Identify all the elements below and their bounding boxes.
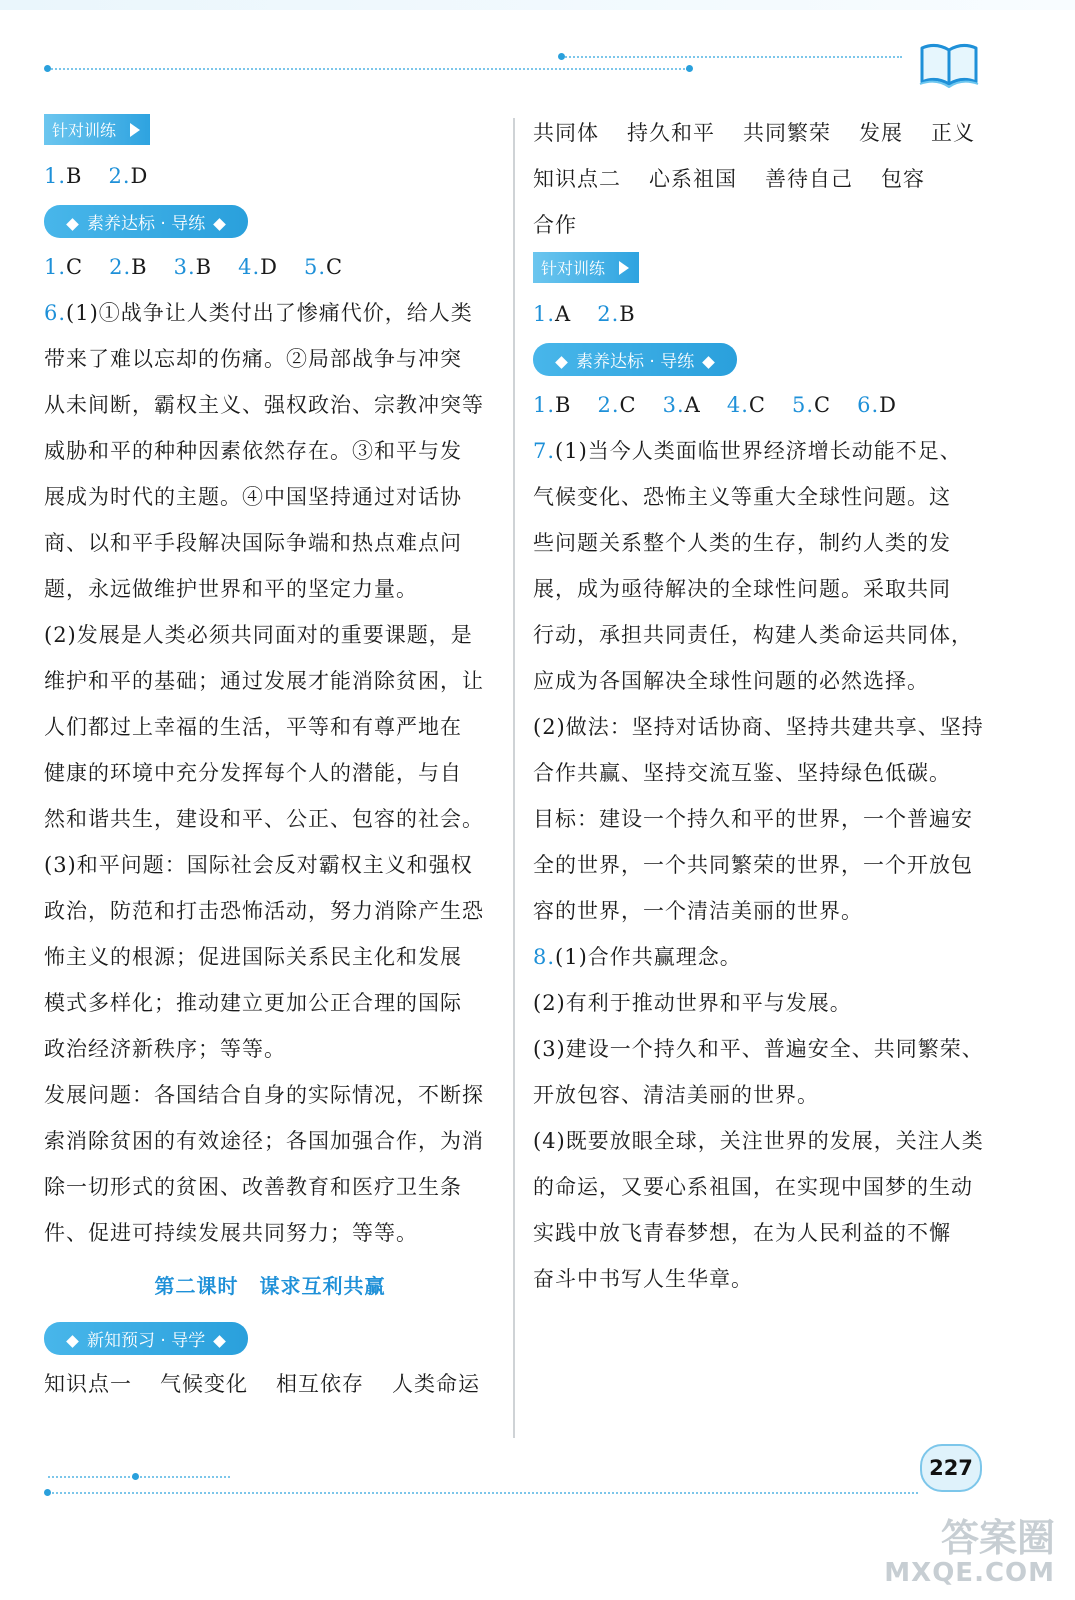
answer-number: 1. xyxy=(44,255,67,279)
answer-value: A xyxy=(684,393,701,417)
text-line xyxy=(44,1026,496,1072)
answer-number: 2. xyxy=(108,164,131,188)
answer-value: B xyxy=(555,393,572,417)
line-text: 目标：建设一个持久和平的世界，一个普遍安 xyxy=(533,807,973,831)
answer-value: B xyxy=(131,255,148,279)
line-text: 商、以和平手段解决国际争端和热点难点问 xyxy=(44,531,462,555)
line-text: 威胁和平的种种因素依然存在。③和平与发 xyxy=(44,439,462,463)
text-line xyxy=(44,980,496,1026)
text-line xyxy=(533,612,988,658)
answer-item xyxy=(109,244,147,290)
text-line xyxy=(44,1210,496,1256)
keyword: 发展 xyxy=(859,121,903,145)
knowledge-row xyxy=(533,156,988,202)
question-number: 8. xyxy=(533,945,556,969)
text-line xyxy=(533,750,988,796)
line-text: 除一切形式的贫困、改善教育和医疗卫生条 xyxy=(44,1175,462,1199)
answer-row xyxy=(533,291,988,337)
line-text: 展，成为亟待解决的全球性问题。采取共同 xyxy=(533,577,951,601)
answer-value: B xyxy=(619,302,636,326)
line-text: (4)既要放眼全球，关注世界的发展，关注人类 xyxy=(533,1129,984,1153)
keyword: 共同体 xyxy=(533,121,599,145)
footer-dotline xyxy=(48,1492,918,1494)
text-line xyxy=(44,796,496,842)
left-column xyxy=(44,110,496,1407)
answer-item xyxy=(44,153,82,199)
page-number: 227 xyxy=(920,1444,982,1492)
header-dotline-right xyxy=(562,56,902,58)
text-line xyxy=(533,1026,988,1072)
answer-value: C xyxy=(748,393,766,417)
text-line xyxy=(44,1118,496,1164)
text-line xyxy=(44,888,496,934)
answer-value: A xyxy=(555,302,572,326)
watermark-line1: 答案圈 xyxy=(940,1515,1055,1560)
column-divider xyxy=(513,118,515,1438)
line-text: 些问题关系整个人类的生存，制约人类的发 xyxy=(533,531,951,555)
keyword: 心系祖国 xyxy=(649,167,737,191)
answer-value: C xyxy=(814,393,832,417)
text-line xyxy=(533,888,988,934)
line-text: 全的世界，一个共同繁荣的世界，一个开放包 xyxy=(533,853,973,877)
text-line xyxy=(533,842,988,888)
answer-value: C xyxy=(326,255,344,279)
section-tag: 针对训练 xyxy=(44,114,150,145)
text-line xyxy=(533,1072,988,1118)
answer-number: 1. xyxy=(533,393,556,417)
text-line xyxy=(533,704,988,750)
answer-item xyxy=(533,382,571,428)
text-line xyxy=(44,658,496,704)
line-text: (3)和平问题：国际社会反对霸权主义和强权 xyxy=(44,853,473,877)
answer-value: B xyxy=(66,164,83,188)
keyword: 气候变化 xyxy=(160,1372,248,1396)
knowledge-row: 合作 xyxy=(533,213,577,237)
answer-number: 3. xyxy=(662,393,685,417)
question-8-body xyxy=(533,934,988,1302)
text-line xyxy=(44,1072,496,1118)
line-text: 奋斗中书写人生华章。 xyxy=(533,1267,753,1291)
answer-item xyxy=(44,244,83,290)
answer-value: D xyxy=(130,164,149,188)
text-line xyxy=(533,520,988,566)
line-text: 容的世界，一个清洁美丽的世界。 xyxy=(533,899,863,923)
answer-row xyxy=(44,244,496,290)
answer-number: 2. xyxy=(597,393,620,417)
keyword: 知识点二 xyxy=(533,167,621,191)
watermark-line2: MXQE.COM xyxy=(884,1558,1055,1589)
answer-number: 6. xyxy=(857,393,880,417)
line-text: (1)合作共赢理念。 xyxy=(555,945,742,969)
question-6-body xyxy=(44,290,496,1256)
answer-number: 1. xyxy=(533,302,556,326)
text-line xyxy=(533,428,988,474)
text-line xyxy=(533,566,988,612)
line-text: 然和谐共生，建设和平、公正、包容的社会。 xyxy=(44,807,484,831)
line-text: 件、促进可持续发展共同努力；等等。 xyxy=(44,1221,418,1245)
keyword: 人类命运 xyxy=(392,1372,480,1396)
keyword: 包容 xyxy=(881,167,925,191)
answer-number: 3. xyxy=(173,255,196,279)
section-tag: 针对训练 xyxy=(533,252,639,283)
section-pill: 素养达标 · 导练 xyxy=(533,343,737,376)
header-dotline-left xyxy=(48,68,688,70)
answer-item xyxy=(238,244,278,290)
keyword: 持久和平 xyxy=(627,121,715,145)
answer-number: 4. xyxy=(726,393,749,417)
line-text: 从未间断，霸权主义、强权政治、宗教冲突等 xyxy=(44,393,484,417)
answer-item xyxy=(727,382,766,428)
answer-item xyxy=(597,382,636,428)
answer-value: B xyxy=(195,255,213,279)
line-text: (1)当今人类面临世界经济增长动能不足、 xyxy=(555,439,962,463)
answer-item xyxy=(663,382,701,428)
text-line xyxy=(533,1256,988,1302)
answer-item xyxy=(597,291,635,337)
line-text: 人们都过上幸福的生活，平等和有尊严地在 xyxy=(44,715,462,739)
text-line xyxy=(533,934,988,980)
knowledge-row xyxy=(44,1361,496,1407)
text-line xyxy=(44,704,496,750)
watermark xyxy=(795,1515,1055,1589)
answer-row xyxy=(44,153,496,199)
text-line xyxy=(44,612,496,658)
text-line xyxy=(44,842,496,888)
answer-item xyxy=(792,382,831,428)
arrow-icon xyxy=(130,123,140,137)
line-text: 维护和平的基础；通过发展才能消除贫困，让 xyxy=(44,669,484,693)
right-column xyxy=(533,110,988,1302)
text-line xyxy=(533,796,988,842)
line-text: (2)做法：坚持对话协商、坚持共建共享、坚持 xyxy=(533,715,984,739)
answer-item xyxy=(857,382,897,428)
line-text: 展成为时代的主题。④中国坚持通过对话协 xyxy=(44,485,462,509)
text-line xyxy=(44,290,496,336)
line-text: 行动，承担共同责任，构建人类命运共同体， xyxy=(533,623,973,647)
line-text: 政治经济新秩序；等等。 xyxy=(44,1037,286,1061)
diamond-icon xyxy=(702,356,715,369)
answer-item xyxy=(108,153,148,199)
header-dot xyxy=(44,65,51,72)
keyword: 正义 xyxy=(931,121,975,145)
header-dot xyxy=(686,65,693,72)
footer-dotline xyxy=(48,1476,230,1478)
line-text: 模式多样化；推动建立更加公正合理的国际 xyxy=(44,991,462,1015)
text-line xyxy=(533,1164,988,1210)
keyword: 相互依存 xyxy=(276,1372,364,1396)
line-text: 带来了难以忘却的伤痛。②局部战争与冲突 xyxy=(44,347,462,371)
line-text: (2)发展是人类必须共同面对的重要课题，是 xyxy=(44,623,473,647)
line-text: (2)有利于推动世界和平与发展。 xyxy=(533,991,852,1015)
answer-value: C xyxy=(66,255,84,279)
answer-value: C xyxy=(619,393,637,417)
section-pill: 素养达标 · 导练 xyxy=(44,205,248,238)
diamond-icon xyxy=(66,1335,79,1348)
header-dot xyxy=(558,53,565,60)
text-line xyxy=(533,1210,988,1256)
text-line xyxy=(44,520,496,566)
question-number: 6. xyxy=(44,301,67,325)
book-icon xyxy=(918,40,980,88)
answer-item xyxy=(533,291,571,337)
keyword: 善待自己 xyxy=(765,167,853,191)
text-line xyxy=(44,934,496,980)
line-text: 发展问题：各国结合自身的实际情况，不断探 xyxy=(44,1083,484,1107)
line-text: 怖主义的根源；促进国际关系民主化和发展 xyxy=(44,945,462,969)
answer-number: 1. xyxy=(44,164,67,188)
answer-number: 2. xyxy=(109,255,132,279)
arrow-icon xyxy=(619,261,629,275)
line-text: 的命运，又要心系祖国，在实现中国梦的生动 xyxy=(533,1175,973,1199)
text-line xyxy=(44,1164,496,1210)
line-text: 政治，防范和打击恐怖活动，努力消除产生恐 xyxy=(44,899,484,923)
answer-number: 5. xyxy=(303,255,327,279)
diamond-icon xyxy=(213,218,226,231)
line-text: 实践中放飞青春梦想，在为人民利益的不懈 xyxy=(533,1221,951,1245)
diamond-icon xyxy=(555,356,568,369)
lesson-heading: 第二课时 谋求互利共赢 xyxy=(154,1274,386,1298)
question-7-body xyxy=(533,428,988,934)
diamond-icon xyxy=(66,218,79,231)
line-text: 气候变化、恐怖主义等重大全球性问题。这 xyxy=(533,485,951,509)
line-text: 应成为各国解决全球性问题的必然选择。 xyxy=(533,669,929,693)
line-text: 开放包容、清洁美丽的世界。 xyxy=(533,1083,819,1107)
keyword: 知识点一 xyxy=(44,1372,132,1396)
section-pill: 新知预习 · 导学 xyxy=(44,1322,248,1355)
question-number: 7. xyxy=(533,439,556,463)
answer-value: D xyxy=(879,393,897,417)
diamond-icon xyxy=(213,1335,226,1348)
footer-dot xyxy=(132,1473,139,1480)
text-line xyxy=(44,428,496,474)
line-text: (3)建设一个持久和平、普遍安全、共同繁荣、 xyxy=(533,1037,984,1061)
answer-row xyxy=(533,382,988,428)
line-text: 合作共赢、坚持交流互鉴、坚持绿色低碳。 xyxy=(533,761,951,785)
text-line xyxy=(533,474,988,520)
answer-item xyxy=(174,244,212,290)
answer-number: 5. xyxy=(791,393,814,417)
answer-number: 2. xyxy=(597,302,620,326)
text-line xyxy=(533,1118,988,1164)
text-line xyxy=(44,750,496,796)
line-text: (1)①战争让人类付出了惨痛代价，给人类 xyxy=(66,301,473,325)
answer-number: 4. xyxy=(238,255,261,279)
footer-dot xyxy=(44,1489,51,1496)
text-line xyxy=(44,382,496,428)
line-text: 题，永远做维护世界和平的坚定力量。 xyxy=(44,577,418,601)
text-line xyxy=(533,980,988,1026)
line-text: 健康的环境中充分发挥每个人的潜能，与自 xyxy=(44,761,462,785)
answer-item xyxy=(304,244,343,290)
keyword: 共同繁荣 xyxy=(743,121,831,145)
text-line xyxy=(44,566,496,612)
text-line xyxy=(533,658,988,704)
answer-value: D xyxy=(260,255,278,279)
knowledge-row xyxy=(533,110,988,156)
text-line xyxy=(44,474,496,520)
text-line xyxy=(44,336,496,382)
top-band xyxy=(0,0,1075,10)
line-text: 索消除贫困的有效途径；各国加强合作，为消 xyxy=(44,1129,484,1153)
